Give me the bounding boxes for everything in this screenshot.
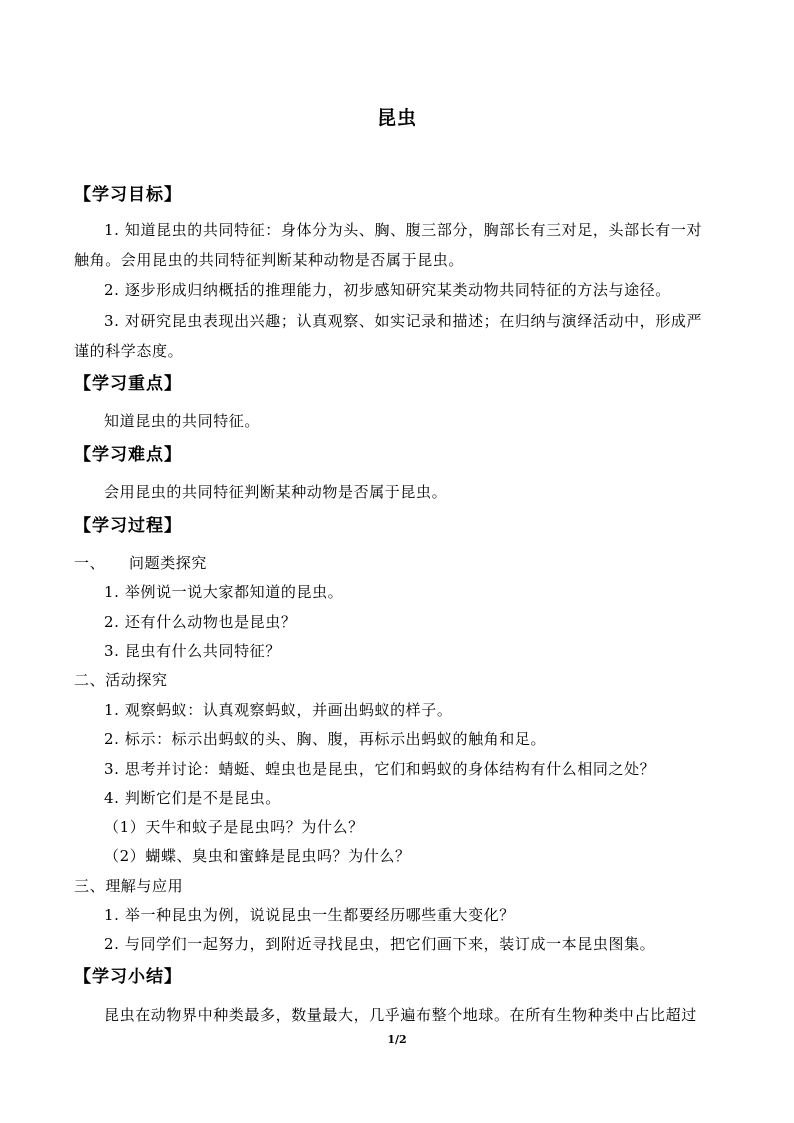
part1-item-2: 2. 还有什么动物也是昆虫？ [104, 613, 297, 631]
part3-item-2: 2. 与同学们一起努力，到附近寻找昆虫，把它们画下来，装订成一本昆虫图集。 [104, 935, 656, 953]
part3-item-1: 1. 举一种昆虫为例，说说昆虫一生都要经历哪些重大变化？ [104, 906, 515, 924]
part2-subitem-2: （2）蝴蝶、臭虫和蜜蜂是昆虫吗？为什么？ [104, 847, 411, 865]
section-heading-goals: 【学习目标】 [74, 185, 182, 205]
goal-item-3-line-1: 3. 对研究昆虫表现出兴趣；认真观察、如实记录和描述；在归纳与演绎活动中，形成严 [104, 312, 703, 330]
part2-item-2: 2. 标示：标示出蚂蚁的头、胸、腹，再标示出蚂蚁的触角和足。 [104, 730, 547, 748]
difficulties-text: 会用昆虫的共同特征判断某种动物是否属于昆虫。 [104, 483, 448, 501]
key-points-text: 知道昆虫的共同特征。 [104, 412, 261, 430]
goal-item-1-line-1: 1. 知道昆虫的共同特征：身体分为头、胸、腹三部分，胸部长有三对足，头部长有一对 [104, 221, 703, 239]
part2-subitem-1: （1）天牛和蚊子是昆虫吗？为什么？ [104, 818, 364, 836]
summary-text: 昆虫在动物界中种类最多，数量最大，几乎遍布整个地球。在所有生物种类中占比超过 [104, 1006, 697, 1024]
document-title: 昆虫 [376, 107, 417, 129]
part1-item-1: 1. 举例说一说大家都知道的昆虫。 [104, 583, 344, 601]
section-heading-difficulties: 【学习难点】 [74, 445, 182, 465]
section-heading-summary: 【学习小结】 [74, 967, 182, 987]
goal-item-3-line-2: 谨的科学态度。 [74, 342, 184, 360]
section-heading-key-points: 【学习重点】 [74, 374, 182, 394]
goal-item-2: 2. 逐步形成归纳概括的推理能力，初步感知研究某类动物共同特征的方法与途径。 [104, 281, 671, 299]
part2-item-4: 4. 判断它们是不是昆虫。 [104, 789, 281, 807]
part1-item-3: 3. 昆虫有什么共同特征？ [104, 642, 281, 660]
part2-title: 二、活动探究 [74, 671, 168, 689]
part3-title: 三、理解与应用 [74, 877, 184, 895]
part2-item-1: 1. 观察蚂蚁：认真观察蚂蚁，并画出蚂蚁的样子。 [104, 701, 453, 719]
section-heading-process: 【学习过程】 [74, 516, 182, 536]
part1-number: 一、 [74, 554, 106, 572]
part2-item-3: 3. 思考并讨论：蜻蜓、蝗虫也是昆虫，它们和蚂蚁的身体结构有什么相同之处？ [104, 760, 656, 778]
part1-title: 问题类探究 [129, 554, 208, 572]
page-number: 1/2 [387, 1033, 407, 1046]
goal-item-1-line-2: 触角。会用昆虫的共同特征判断某种动物是否属于昆虫。 [74, 251, 465, 269]
